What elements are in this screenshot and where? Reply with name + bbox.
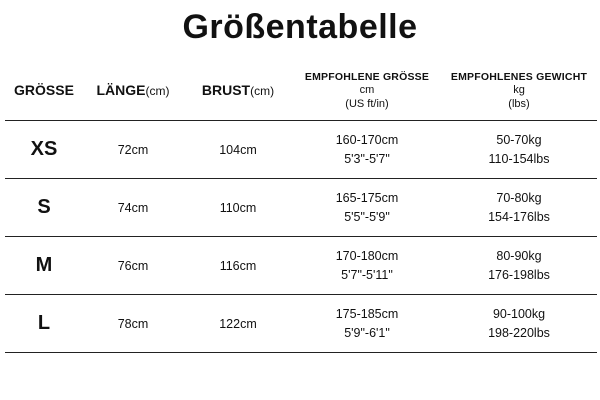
header-length [83, 82, 183, 100]
weight-kg-value: 50-70kg [496, 132, 542, 147]
header-chest-label: BRUST [201, 82, 251, 98]
header-recommended-size [293, 71, 441, 111]
size-cell: M [35, 254, 53, 276]
length-cell: 72cm [117, 142, 149, 157]
recommended-weight-cell [441, 131, 597, 169]
weight-lbs-value: 154-176lbs [488, 209, 550, 224]
chest-cell: 104cm [219, 142, 257, 157]
weight-kg-value: 70-80kg [496, 190, 542, 205]
header-recommended-weight-unit-kg: kg [513, 84, 525, 96]
table-row [5, 179, 597, 237]
recommended-weight-cell [441, 305, 597, 343]
header-chest-unit: (cm) [250, 84, 275, 98]
length-cell: 74cm [117, 200, 149, 215]
size-cell: L [37, 312, 51, 334]
recommended-size-cell [293, 247, 441, 285]
height-cm-value: 170-180cm [335, 248, 399, 263]
height-cm-value: 160-170cm [335, 132, 399, 147]
length-cell: 76cm [117, 258, 149, 273]
header-size-label: GRÖSSE [14, 82, 74, 98]
header-recommended-weight-unit-lbs: (lbs) [508, 98, 530, 110]
weight-kg-value: 80-90kg [496, 248, 542, 263]
header-size [5, 82, 83, 100]
table-header-row [5, 62, 597, 121]
chest-cell: 110cm [219, 200, 257, 215]
weight-lbs-value: 198-220lbs [488, 325, 550, 340]
height-ft-value: 5'5"-5'9" [344, 209, 390, 224]
header-length-unit: (cm) [145, 84, 170, 98]
table-row [5, 295, 597, 353]
table-row [5, 237, 597, 295]
header-chest [183, 82, 293, 100]
header-recommended-weight-label: EMPFOHLENES GEWICHT [450, 71, 588, 83]
height-ft-value: 5'7"-5'11" [341, 267, 393, 282]
header-recommended-size-unit-us: (US ft/in) [345, 98, 389, 110]
header-recommended-size-unit-cm: cm [359, 84, 375, 96]
recommended-size-cell [293, 131, 441, 169]
table-row [5, 121, 597, 179]
chest-cell: 122cm [219, 316, 257, 331]
recommended-weight-cell [441, 189, 597, 227]
size-cell: XS [30, 138, 58, 160]
weight-lbs-value: 110-154lbs [488, 151, 550, 166]
recommended-size-cell [293, 189, 441, 227]
weight-kg-value: 90-100kg [492, 306, 546, 321]
recommended-weight-cell [441, 247, 597, 285]
chest-cell: 116cm [219, 258, 257, 273]
recommended-size-cell [293, 305, 441, 343]
header-length-label: LÄNGE [96, 82, 146, 98]
size-table [5, 62, 597, 353]
height-ft-value: 5'9"-6'1" [344, 325, 390, 340]
length-cell: 78cm [117, 316, 149, 331]
weight-lbs-value: 176-198lbs [488, 267, 550, 282]
header-recommended-weight [441, 71, 597, 111]
header-recommended-size-label: EMPFOHLENE GRÖSSE [304, 71, 430, 83]
page-title: Größentabelle [182, 8, 418, 46]
size-cell: S [37, 196, 51, 218]
height-cm-value: 175-185cm [335, 306, 399, 321]
height-cm-value: 165-175cm [335, 190, 399, 205]
height-ft-value: 5'3"-5'7" [344, 151, 390, 166]
